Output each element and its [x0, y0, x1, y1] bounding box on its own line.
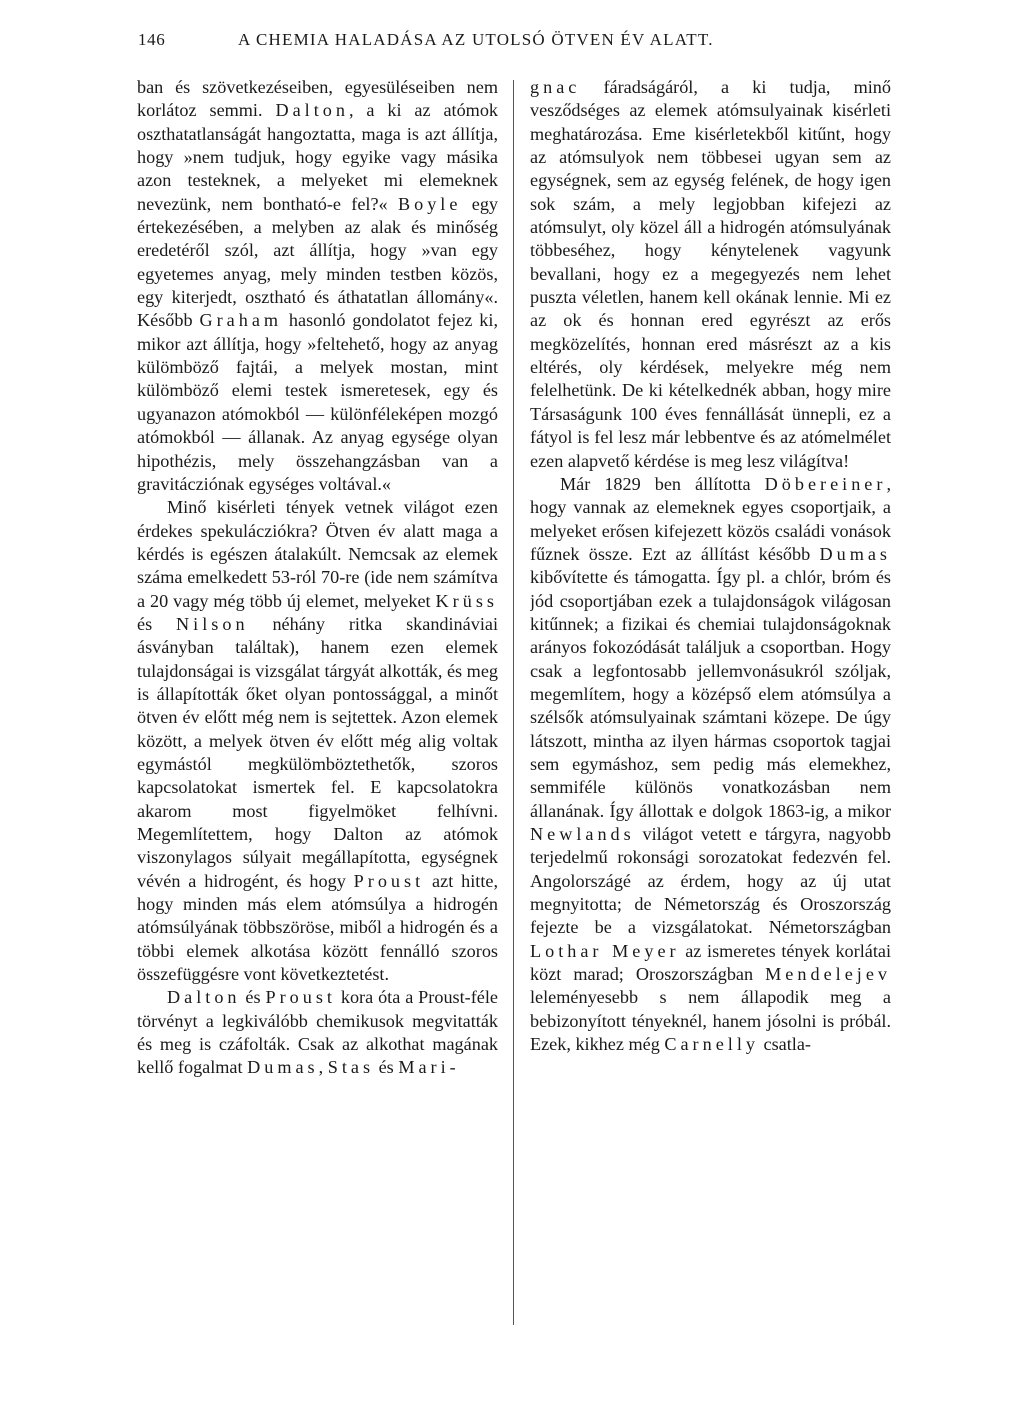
spaced-name: Döbereiner: [764, 473, 887, 494]
spaced-name: Dalton: [167, 987, 241, 1008]
text-run: csatla-: [758, 1034, 811, 1055]
text-run: , hogy vannak az elemeknek egyes csoportjaik, a melyeket erősen kifejezett közös családi vonások fűznek össze. Ezt az állítást később: [530, 473, 891, 564]
text-run: hasonló gondolatot fejez ki, mikor azt állítja, hogy »feltehető, hogy az anyag külömböző fajtái, a melyek mostan, mint külömböző elemi testek ismeretesek, egy és ugyanazon atómokból — különféleképen mozgó atómokból — állanak. Az anyag egysége olyan hipothézis, mely összehangzásban van a gravitácziónak egységes voltával.«: [137, 310, 498, 494]
paragraph: [530, 76, 891, 473]
spaced-name: Newlands: [530, 824, 635, 844]
paragraph: [137, 496, 498, 986]
paragraph: [137, 986, 498, 1079]
spaced-name: gnac: [530, 77, 581, 97]
text-run: az ismeretes tények korlátai közt marad; Oroszországban: [530, 940, 891, 985]
spaced-name: Nilson: [176, 613, 249, 634]
text-run: kora óta a Proust-féle törvényt a legkiválóbb chemikusok megvitatták és meg is czáfolták. Csak az alkothat magának kellő fogalmat: [137, 987, 498, 1078]
page-header: [138, 30, 898, 62]
spaced-name: Carnelly: [664, 1034, 759, 1055]
spaced-name: Proust: [265, 987, 336, 1008]
left-column: [137, 76, 498, 1366]
text-run: , a ki az atómok oszthatatlanságát hangoztatta, maga is azt állítja, hogy »nem tudjuk, hogy egyike vagy másika azon testeknek, a melyeket mi elemeknek nevezünk, nem bontható-e fel?«: [137, 100, 498, 214]
running-head: A CHEMIA HALADÁSA AZ UTOLSÓ ÖTVEN ÉV ALATT.: [238, 30, 714, 49]
spaced-name: Dumas: [247, 1057, 319, 1078]
spaced-name: Boyle: [397, 193, 462, 214]
text-run: leleményesebb s nem állapodik meg a bebizonyított tényeknél, hanem jósolni is próbál. Ezek, kikhez még: [530, 987, 891, 1055]
spaced-name: Lothar Meyer: [530, 940, 680, 961]
column-divider: [513, 80, 514, 1325]
spaced-name: Dalton: [275, 100, 349, 121]
text-run: és: [374, 1057, 399, 1078]
spaced-name: Graham: [199, 310, 283, 331]
text-run: fáradságáról, a ki tudja, minő vesződséges az elemek atómsulyainak kisérleti meghatározása. Eme kisérletekből kitűnt, hogy az atómsulyok nem többesei ugyan sem az egységnek, sem az egység felének, de hogy igen sok szám, a mely legjobban kifejezi az atómsulyt, oly közel áll a hidrogén atómsulyának többeséhez, hogy kénytelenek vagyunk bevallani, hogy ez a megegyezés nem lehet puszta véletlen, hanem kell okának lennie. Mi ez az ok és honnan ered egyrészt az erős megközelítés, honnan ered másrészt az a kis eltérés, oly kérdések, melyekre még nem felelhetünk. De ki kételkednék abban, hogy mire Társaságunk 100 éves fennállását ünnepli, ez a fátyol is fel lesz már lebbentve és az atómelmélet ezen alapvető kérdése is meg lesz világítva!: [530, 77, 891, 471]
text-run: néhány ritka skandináviai ásványban találtak), hanem ezen elemek tulajdonságai is vizsgálat tárgyát alkották, és meg is állapították őket olyan pontossággal, a minőt ötven év előtt még nem is sejtettek. Azon elemek között, a melyek ötven év előtt még alig voltak egymástól megkülömböztethetők, szoros kapcsolatokat ismertek fel. E kapcsolatokra akarom most figyelmöket felhívni. Megemlítettem, hogy Dalton az atómok viszonylagos súlyait megállapította, egységnek vévén a hidrogént, és hogy: [137, 613, 498, 891]
spaced-name: Krüss: [435, 590, 498, 611]
text-run: azt hitte, hogy minden más elem atómsúlya a hidrogén atómsúlyának többszöröse, miből a hidrogén és a többi elemek alkotása között fennálló szoros összefüggésre vont következtetést.: [137, 870, 498, 985]
paragraph: [137, 76, 498, 496]
text-run: ,: [318, 1057, 328, 1078]
spaced-name: Proust: [353, 870, 425, 891]
text-run: és: [240, 987, 266, 1008]
spaced-name: Dumas: [819, 543, 891, 564]
spaced-name: Mendelejev: [765, 964, 891, 985]
text-run: ban és szövetkezéseiben, egyesüléseiben nem korlátoz semmi.: [137, 77, 498, 121]
text-run: kibővítette és támogatta. Így pl. a chlór, bróm és jód csoportjában ezek a tulajdonságok világosan kitűnnek; a fizikai és chemiai tulajdonságoknak arányos fokozódását találjuk a csoportban. Hogy csak a legfontosabb jellemvonásukról szóljak, megemlítem, hogy a középső elem atómsúlya a szélsők atómsulyainak számtani közepe. De úgy látszott, mintha az ilyen hármas csoportok tagjai sem egymáshoz, sem pedig más elemekhez, semmiféle különös vonatkozásban nem állanának. Így állottak e dolgok 1863-ig, a mikor: [530, 567, 891, 821]
text-run: Minő kisérleti tények vetnek világot ezen érdekes spekulácziókra? Ötven év alatt maga a kérdés is egészen átalakúlt. Nemcsak az elemek száma emelkedett 53-ról 70-re (ide nem számítva a 20 vagy még több új elemet, melyeket: [137, 497, 498, 611]
right-column: [530, 76, 891, 1366]
text-run: egy értekezésében, a melyben az alak és minőség eredetéről szól, azt állítja, hogy »van egy egyetemes anyag, mely minden testben közös, egy kiterjedt, osztható és áthatatlan állomány«. Később: [137, 193, 498, 331]
text-run: és: [137, 613, 177, 634]
text-run: Már 1829 ben állította: [560, 473, 765, 494]
paragraph: [530, 473, 891, 1057]
spaced-name: Stas: [327, 1057, 375, 1078]
spaced-name: Mari-: [398, 1057, 460, 1078]
text-run: világot vetett e tárgyra, nagyobb terjedelmű rokonsági sorozatokat fedezvén fel. Angolországé az érdem, hogy az új utat megnyitotta; de Németország és Oroszország fejezte be a vizsgálatokat. Németországban: [530, 824, 891, 938]
page-number: 146: [138, 30, 166, 49]
